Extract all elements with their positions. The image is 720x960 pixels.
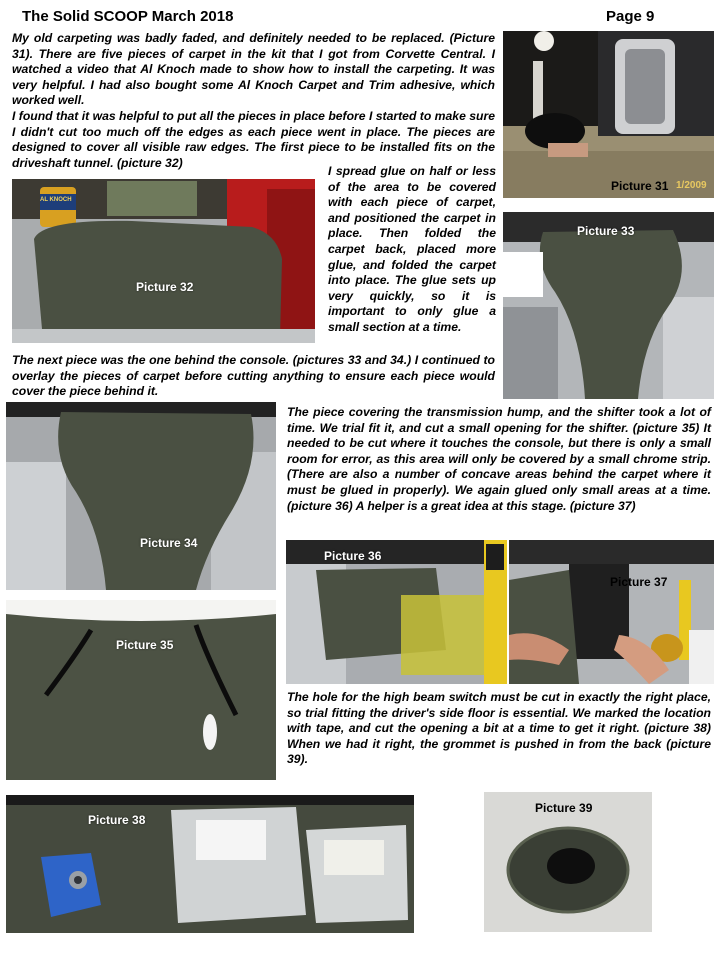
picture-38-photo xyxy=(6,795,414,933)
newsletter-title: The Solid SCOOP March 2018 xyxy=(22,8,234,25)
picture-31-photo xyxy=(503,31,714,198)
paragraph-intro: My old carpeting was badly faded, and definitely needed to be replaced. (Picture 31). There are five pieces of carpet in the kit that I got from Corvette Central. I watched a video that Al Knoch made to show how to install the carpeting. It was very helpful. I had also bought some Al Knoch Carpet and Trim adhesive, which worked well. xyxy=(12,31,495,108)
hump-text-block xyxy=(287,405,711,514)
picture-36-caption: Picture 36 xyxy=(324,549,382,563)
picture-34-photo xyxy=(6,402,276,590)
picture-38-caption: Picture 38 xyxy=(88,813,146,827)
paragraph-switch: The hole for the high beam switch must be cut in exactly the right place, so trial fitting the driver's side floor is essential. We marked the location with tape, and cut the opening a bit at a time to get it right. (picture 38) When we had it right, the grommet is pushed in from the back (picture 39). xyxy=(287,690,711,767)
picture-35-photo xyxy=(6,600,276,780)
console-text-block xyxy=(12,353,495,400)
paragraph-glue: I spread glue on half or less of the area to be covered with each piece of carpet, and positioned the carpet in place. Then folded the carpet back, placed more glue, and folded the carpet into place. The glue sets up very quickly, so it is important to only glue a small section at a time. xyxy=(328,164,496,334)
intro-text-block xyxy=(12,31,495,171)
paragraph-console: The next piece was the one behind the console. (pictures 33 and 34.) I continued to overlay the pieces of carpet before cutting anything to ensure each piece would cover the piece behind it. xyxy=(12,353,495,399)
picture-33-caption: Picture 33 xyxy=(577,224,635,238)
picture-39-caption: Picture 39 xyxy=(535,801,593,815)
paragraph-fitting: I found that it was helpful to put all the pieces in place before I started to make sure I didn't cut too much off the edges as each piece went in place. The pieces are designed to cover all visible raw edges. The first piece to be installed fits on the driveshaft tunnel. (picture 32) xyxy=(12,108,495,170)
picture-32-can-label: AL KNOCH xyxy=(40,197,72,203)
picture-37-photo xyxy=(509,540,714,684)
picture-35-caption: Picture 35 xyxy=(116,638,174,652)
picture-36-photo xyxy=(286,540,507,684)
page-number: Page 9 xyxy=(606,8,655,25)
picture-31-date-stamp: 1/2009 xyxy=(676,180,707,191)
picture-31-caption: Picture 31 xyxy=(611,179,669,193)
switch-text-block xyxy=(287,690,711,768)
picture-34-caption: Picture 34 xyxy=(140,536,198,550)
picture-32-caption: Picture 32 xyxy=(136,280,194,294)
picture-32-photo xyxy=(12,179,315,343)
picture-33-photo xyxy=(503,212,714,399)
picture-37-caption: Picture 37 xyxy=(610,575,668,589)
glue-text-block xyxy=(328,164,496,336)
paragraph-hump: The piece covering the transmission hump, and the shifter took a lot of time. We trial fit it, and cut a small opening for the shifter. (picture 35) It needed to be cut where it touches the console, but there is only a small room for error, as this area will only be covered by a small chrome strip. (There are also a number of concave areas behind the carpet where it must be glued in properly). We again glued only small areas at a time. (picture 36) A helper is a great idea at this stage. (picture 37) xyxy=(287,405,711,513)
